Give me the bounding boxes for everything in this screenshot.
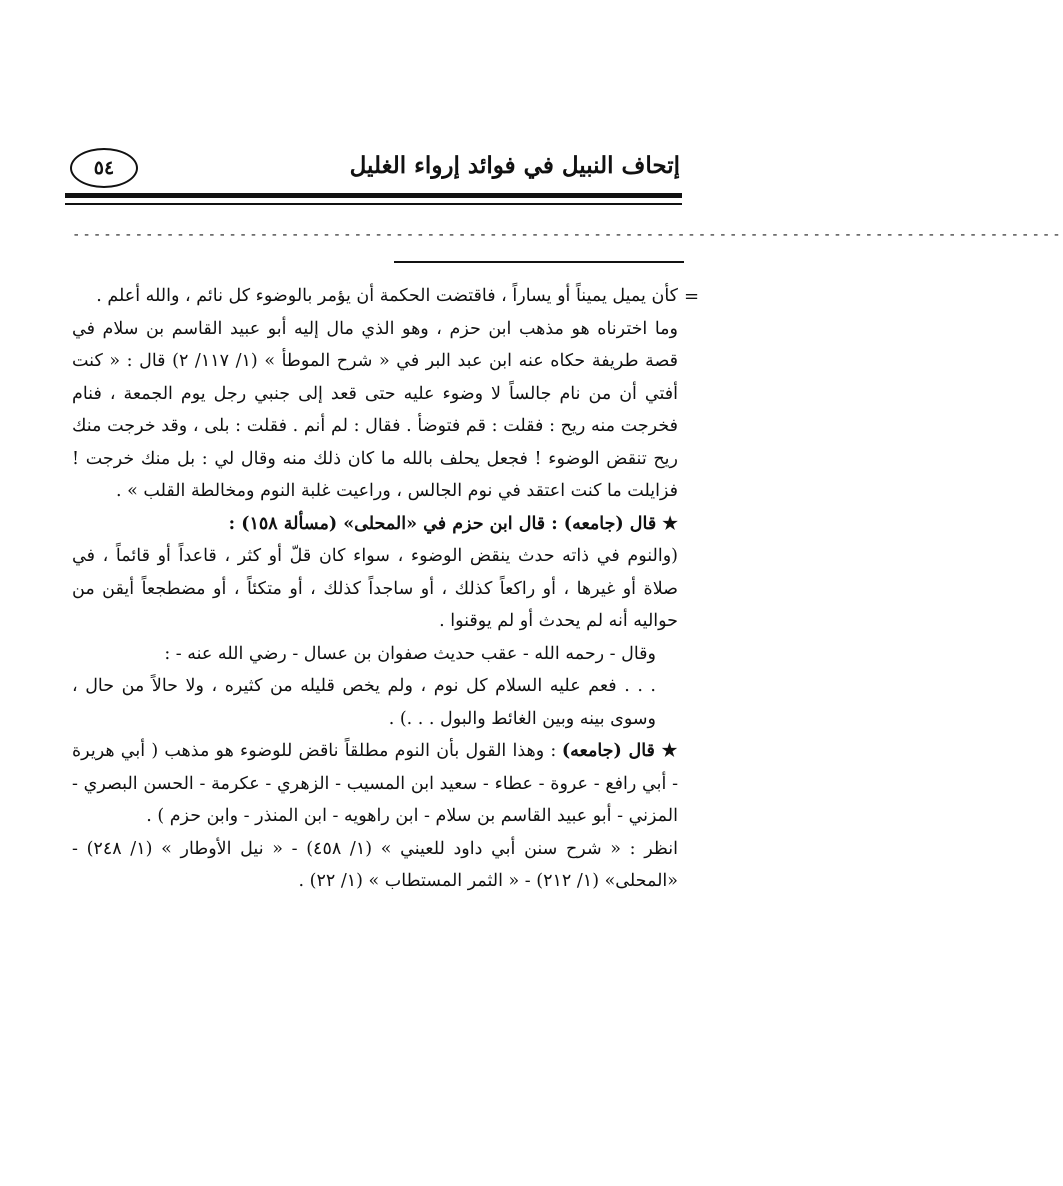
paragraph-muhalla-quote: (والنوم في ذاته حدث ينقض الوضوء ، سواء كان قلّ أو كثر ، قاعداً أو قائماً ، في صلاة أو غيرها ، أو راكعاً كذلك ، أو ساجداً كذلك ، أو متكئاً ، أو مضطجعاً أيقن من حواليه أنه لم يحدث أو لم يوقنوا . (72, 546, 678, 631)
paragraph-heading-ibn-hazm: ★ قال (جامعه) : قال ابن حزم في «المحلى» (مسألة ١٥٨) : (228, 513, 678, 534)
footnote-rule (394, 261, 684, 263)
page-header (70, 148, 680, 192)
header-rule-thin (65, 203, 682, 205)
paragraph-safwan-intro: وقال - رحمه الله - عقب حديث صفوان بن عسال - رضي الله عنه - : (164, 643, 656, 664)
paragraph-madhhab-text: : وهذا القول بأن النوم مطلقاً ناقض للوضوء هو مذهب ( أبي هريرة - أبي رافع - عروة - عطاء - سعيد ابن المسيب - الزهري - عكرمة - الحسن البصري - المزني - أبو عبيد القاسم بن سلام - ابن راهويه - ابن المنذر - وابن حزم ) . (72, 741, 678, 826)
dashed-separator: ----------------------------------------------------------------------------------------------- (72, 227, 1063, 243)
paragraph-heading-compiler: ★ قال (جامعه) (561, 741, 678, 761)
paragraph-muhalla-quote-2: . . . فعم عليه السلام كل نوم ، ولم يخص قليله من كثيره ، ولا حالاً من حال ، وسوى بينه وبين الغائط والبول . . .) . (72, 676, 656, 729)
paragraph-references: انظر : « شرح سنن أبي داود للعيني » (١/ ٤٥٨) - « نيل الأوطار » (١/ ٢٤٨) - «المحلى» (١/ ٢١٢) - « الثمر المستطاب » (١/ ٢٢) . (72, 838, 678, 891)
paragraph-madhhab-list (72, 735, 678, 833)
header-rule-thick (65, 193, 682, 198)
book-title: إتحاف النبيل في فوائد إرواء الغليل (349, 152, 680, 179)
page-number: ٥٤ (70, 148, 138, 188)
paragraph-continuation: كأن يميل يميناً أو يساراً ، فاقتضت الحكمة أن يؤمر بالوضوء كل نائم ، والله أعلم . (96, 286, 678, 306)
page-body (72, 280, 678, 898)
paragraph-ibn-hazm-opinion: وما اخترناه هو مذهب ابن حزم ، وهو الذي مال إليه أبو عبيد القاسم بن سلام في قصة طريفة حكاه عنه ابن عبد البر في « شرح الموطأ » (١/ ١١٧/ ٢) قال : « كنت أفتي أن من نام جالساً لا وضوء عليه حتى قعد إلى جنبي رجل يوم الجمعة ، فنام فخرجت منه ريح : فقلت : قم فتوضأ . فقال : لم أنم . فقلت : بلى ، وقد خرجت منك ريح تنقض الوضوء ! فجعل يحلف بالله ما كان ذلك منه وقال لي : بل منك خرجت ! فزايلت ما كنت اعتقد في نوم الجالس ، وراعيت غلبة النوم ومخالطة القلب » . (72, 318, 679, 501)
continuation-mark: = (684, 286, 700, 307)
